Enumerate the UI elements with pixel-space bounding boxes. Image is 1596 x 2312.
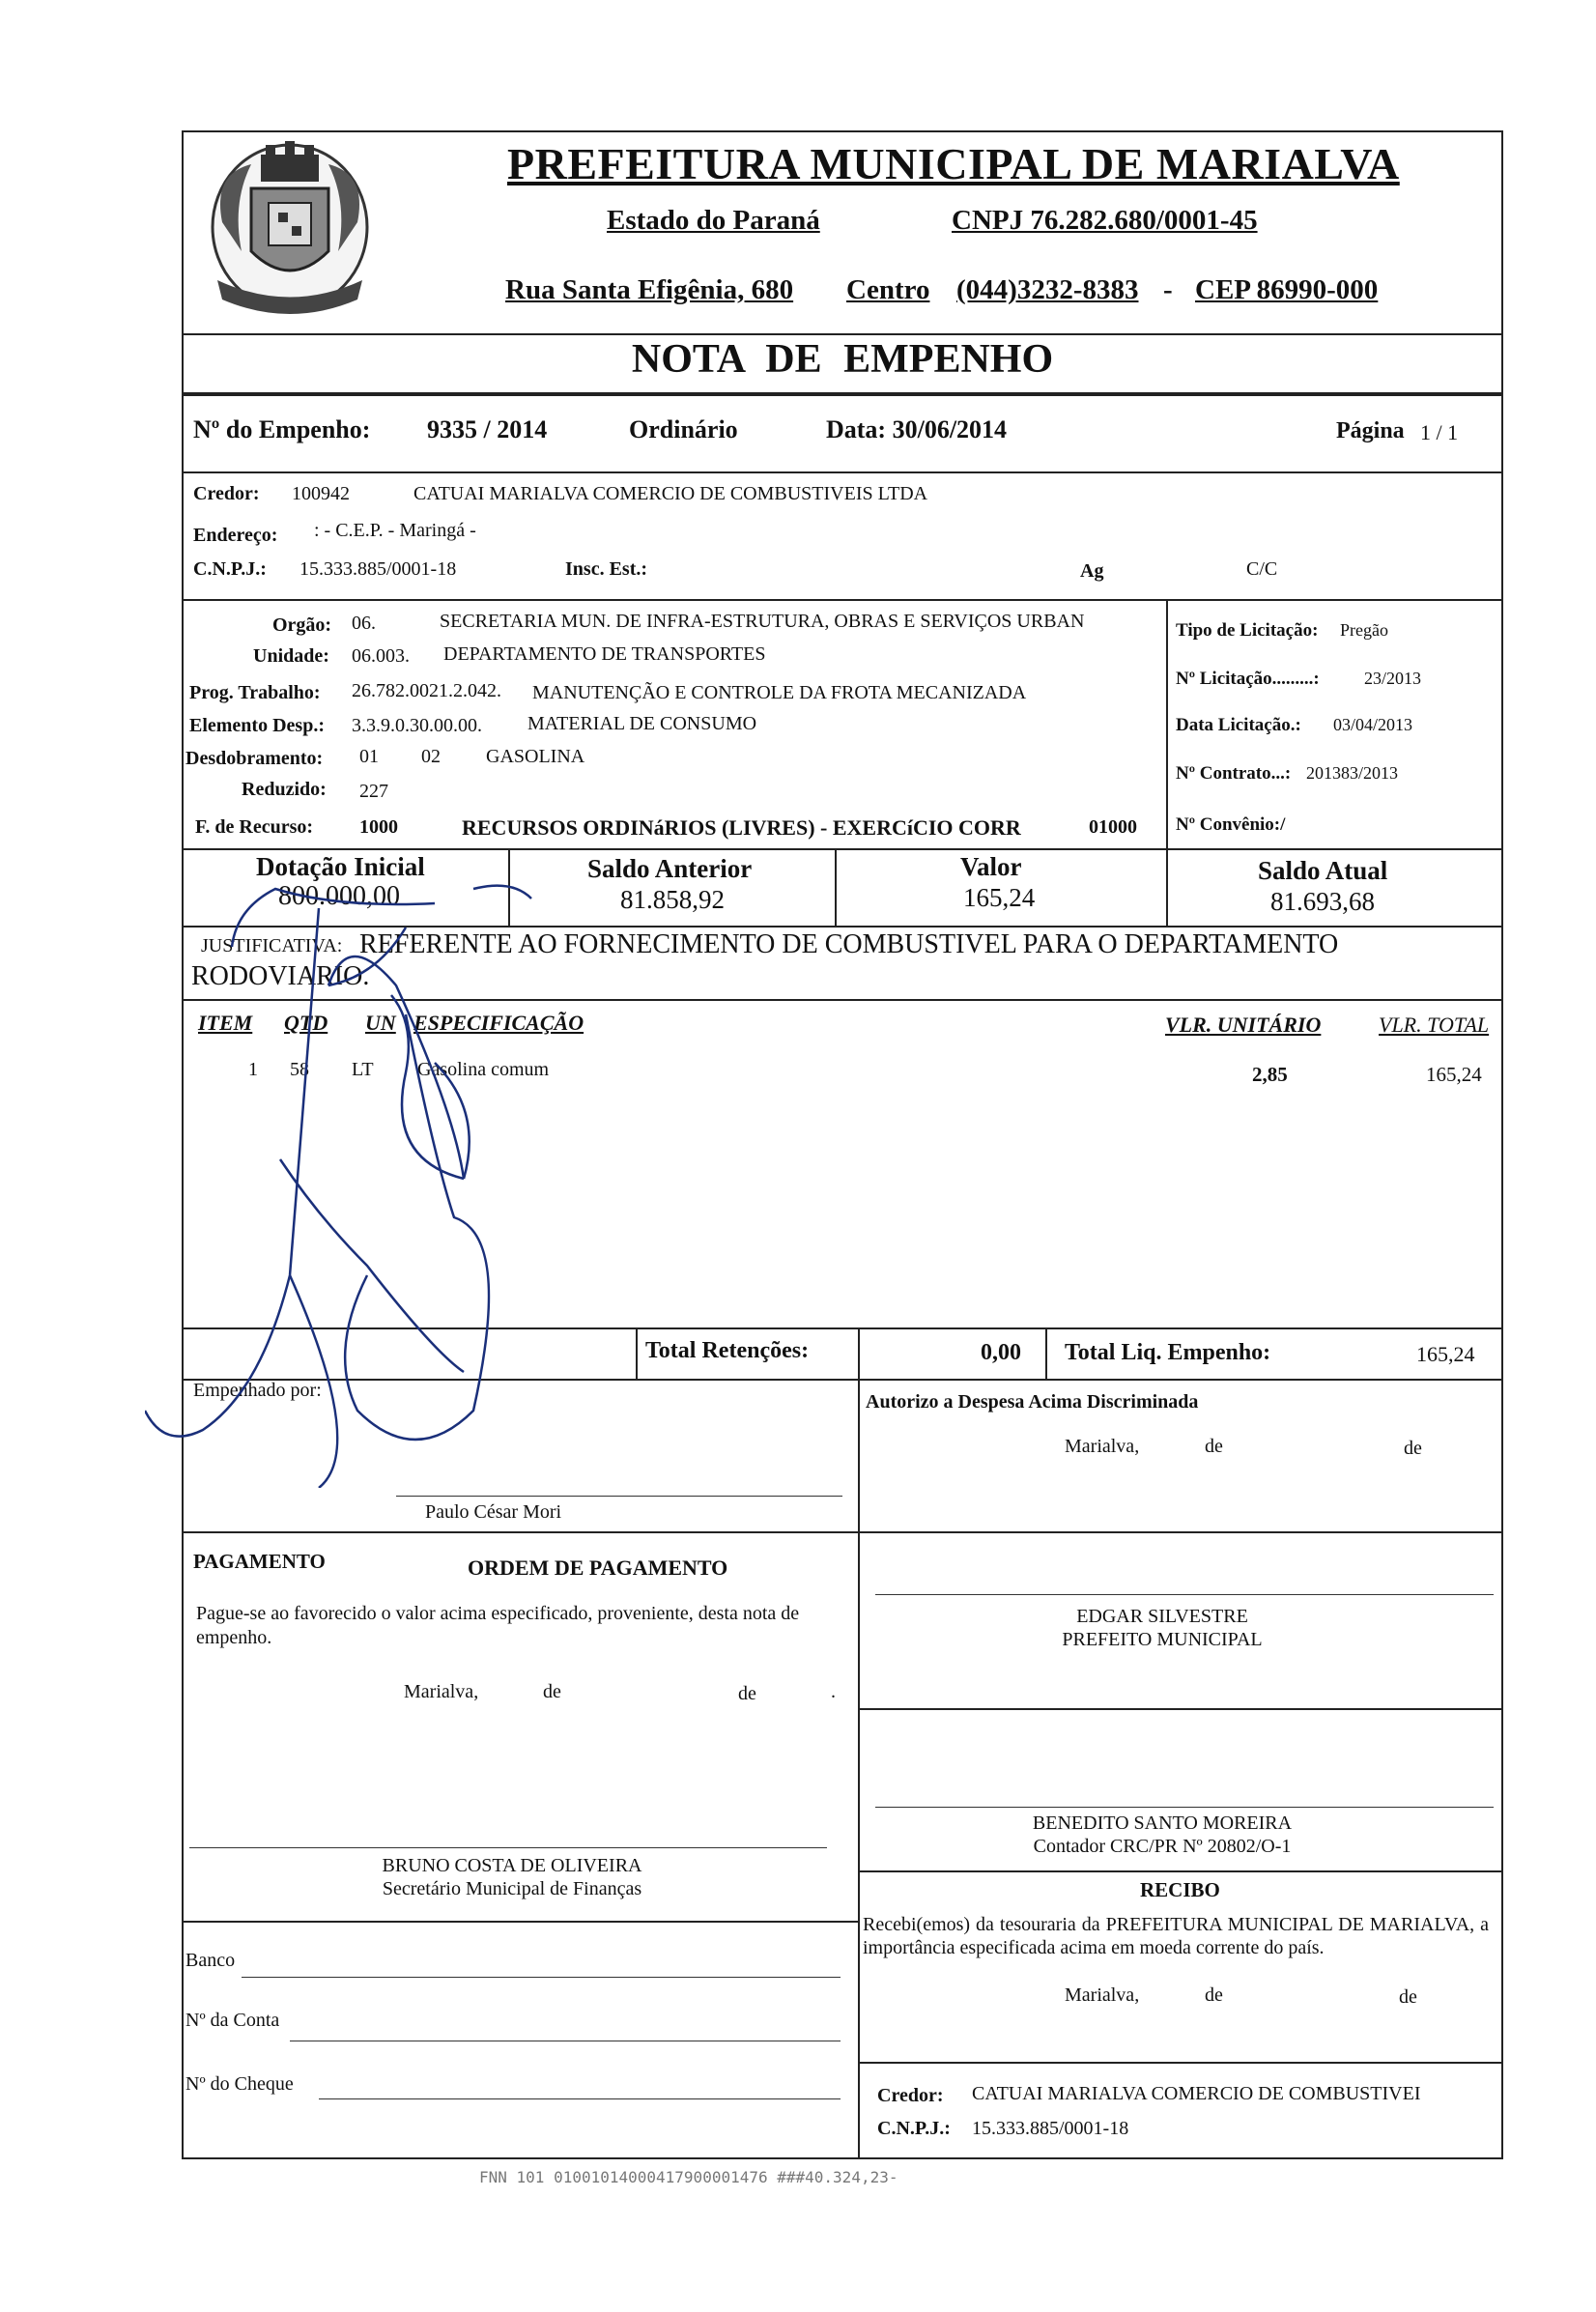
header-district: Centro — [846, 274, 930, 305]
saldo-atual-label: Saldo Atual — [1258, 856, 1388, 885]
elemento-label: Elemento Desp.: — [189, 715, 325, 736]
tipo-licitacao-value: Pregão — [1340, 620, 1388, 640]
empenhado-label: Empenhado por: — [193, 1380, 322, 1401]
pagamento-label: PAGAMENTO — [193, 1550, 326, 1573]
doc-title: NOTA DE EMPENHO — [631, 337, 1054, 382]
banco-top-line — [182, 1921, 858, 1923]
ordem-pagamento-label: ORDEM DE PAGAMENTO — [468, 1556, 728, 1580]
col-un-header: UN — [365, 1011, 396, 1035]
num-licitacao-label: Nº Licitação.........: — [1176, 669, 1320, 689]
saldo-anterior-value: 81.858,92 — [620, 885, 725, 914]
item-row-1-item: 1 — [248, 1059, 258, 1080]
dotacao-value: 800.000,00 — [278, 881, 400, 911]
autorizo-city: Marialva, — [1065, 1436, 1140, 1457]
recibo-de-2: de — [1399, 1986, 1417, 2008]
pagamento-de-2: de — [738, 1683, 756, 1704]
cheque-label: Nº do Cheque — [185, 2073, 294, 2095]
total-liq-value: 165,24 — [1416, 1342, 1475, 1366]
autorizo-de-2: de — [1404, 1438, 1422, 1459]
prefeito-title: PREFEITO MUNICIPAL — [1062, 1629, 1263, 1650]
contador-section-line — [858, 1708, 1503, 1710]
item-row-1-total: 165,24 — [1426, 1063, 1482, 1086]
pagamento-divider — [858, 1531, 860, 2159]
justificativa-line-1: REFERENTE AO FORNECIMENTO DE COMBUSTIVEL PARA O DEPARTAMENTO — [359, 929, 1339, 959]
totals-div-2 — [835, 848, 837, 928]
header-cnpj: CNPJ 76.282.680/0001-45 — [952, 205, 1258, 236]
secretario-signature-line — [189, 1847, 827, 1848]
col-spec-header: ESPECIFICAÇÃO — [413, 1011, 584, 1035]
contrato-label: Nº Contrato...: — [1176, 763, 1292, 784]
contador-title: Contador CRC/PR Nº 20802/O-1 — [1033, 1836, 1292, 1857]
col-qtd-header: QTD — [284, 1011, 328, 1035]
retencoes-value: 0,00 — [981, 1340, 1021, 1365]
page-value: 1 / 1 — [1420, 420, 1459, 444]
recurso-code: 1000 — [359, 816, 398, 838]
header-cep: CEP 86990-000 — [1195, 274, 1379, 305]
recibo-credor-line — [858, 2062, 1503, 2064]
cc-label: C/C — [1246, 558, 1278, 580]
credor-cnpj-value: 15.333.885/0001-18 — [299, 558, 457, 580]
items-right-border — [1501, 1001, 1503, 1329]
empenho-date: Data: 30/06/2014 — [826, 415, 1008, 443]
ret-div-3 — [1045, 1327, 1047, 1381]
valor-value: 165,24 — [963, 883, 1036, 912]
coat-of-arms-icon — [193, 135, 386, 328]
elemento-name: MATERIAL DE CONSUMO — [527, 713, 757, 734]
conta-label: Nº da Conta — [185, 2010, 280, 2031]
data-licitacao-value: 03/04/2013 — [1333, 715, 1413, 734]
orgao-code: 06. — [352, 613, 376, 634]
budget-divider — [1166, 599, 1168, 850]
header-phone: (044)3232-8383 — [956, 274, 1139, 305]
header-address: Rua Santa Efigênia, 680 — [505, 274, 794, 305]
autorizo-text: Autorizo a Despesa Acima Discriminada — [866, 1391, 1199, 1413]
recibo-top-line — [858, 1870, 1503, 1872]
elemento-code: 3.3.9.0.30.00.00. — [352, 715, 482, 736]
data-licitacao-label: Data Licitação.: — [1176, 715, 1301, 735]
unidade-code: 06.003. — [352, 645, 410, 667]
reduzido-label: Reduzido: — [242, 779, 327, 800]
contador-signature-line — [875, 1807, 1494, 1808]
empenhado-divider — [858, 1379, 860, 1533]
desdobramento-b: 02 — [421, 746, 441, 767]
desdobramento-label: Desdobramento: — [185, 748, 324, 769]
recibo-title: RECIBO — [1140, 1878, 1220, 1901]
recurso-label: F. de Recurso: — [195, 816, 314, 838]
prefeito-signature-line — [875, 1594, 1494, 1595]
col-item-header: ITEM — [198, 1011, 253, 1035]
empenho-label: Nº do Empenho: — [193, 415, 371, 443]
recibo-cnpj-label: C.N.P.J.: — [877, 2118, 951, 2139]
credor-code: 100942 — [292, 483, 350, 504]
header-title: PREFEITURA MUNICIPAL DE MARIALVA — [507, 139, 1400, 188]
orgao-name: SECRETARIA MUN. DE INFRA-ESTRUTURA, OBRAS E SERVIÇOS URBAN — [440, 611, 1085, 632]
empenhado-signature-line — [396, 1496, 842, 1497]
credor-cnpj-label: C.N.P.J.: — [193, 558, 267, 580]
saldo-atual-value: 81.693,68 — [1270, 887, 1375, 916]
cheque-line — [319, 2098, 841, 2099]
col-total-header: VLR. TOTAL — [1379, 1013, 1490, 1037]
justificativa-line-2: RODOVIARIO. — [191, 961, 370, 991]
convenio-label: Nº Convênio:/ — [1176, 814, 1286, 835]
secretario-name: BRUNO COSTA DE OLIVEIRA — [382, 1855, 642, 1876]
retencoes-label: Total Retenções: — [645, 1338, 810, 1363]
reduzido-value: 227 — [359, 781, 388, 802]
autorizo-de-1: de — [1205, 1436, 1223, 1457]
prog-label: Prog. Trabalho: — [189, 682, 321, 703]
contador-name: BENEDITO SANTO MOREIRA — [1032, 1812, 1293, 1834]
endereco-label: Endereço: — [193, 525, 278, 546]
justificativa-label: JUSTIFICATIVA: — [201, 935, 343, 956]
footer-code: FNN 101 01001014000417900001476 ###40.324,23- — [479, 2168, 898, 2186]
pagamento-city: Marialva, — [404, 1681, 479, 1702]
header-state: Estado do Paraná — [607, 205, 820, 236]
endereco-value: : - C.E.P. - Maringá - — [314, 520, 476, 541]
prefeito-name: EDGAR SILVESTRE — [1076, 1606, 1248, 1627]
pagamento-dot: . — [831, 1681, 836, 1702]
recibo-de-1: de — [1205, 1984, 1223, 2006]
item-row-1-spec: Gasolina comum — [417, 1059, 550, 1080]
item-row-1-unit: 2,85 — [1252, 1063, 1288, 1086]
insc-label: Insc. Est.: — [565, 558, 648, 580]
pagamento-de-1: de — [543, 1681, 561, 1702]
recibo-credor-label: Credor: — [877, 2085, 944, 2106]
prog-code: 26.782.0021.2.042. — [352, 680, 501, 701]
recurso-name: RECURSOS ORDINáRIOS (LIVRES) - EXERCíCIO CORR — [462, 815, 1021, 840]
dotacao-label: Dotação Inicial — [256, 852, 425, 881]
banco-line — [242, 1977, 841, 1978]
handwritten-signature — [145, 870, 686, 1488]
orgao-label: Orgão: — [272, 614, 332, 636]
header-separator: - — [1163, 274, 1173, 305]
item-row-1-un: LT — [352, 1059, 374, 1080]
empenho-type: Ordinário — [629, 415, 738, 443]
recibo-credor-value: CATUAI MARIALVA COMERCIO DE COMBUSTIVEI — [972, 2083, 1421, 2104]
empenho-number: 9335 / 2014 — [427, 415, 548, 443]
secretario-title: Secretário Municipal de Finanças — [382, 1878, 642, 1899]
credor-name: CATUAI MARIALVA COMERCIO DE COMBUSTIVEIS LTDA — [413, 483, 928, 504]
col-unit-header: VLR. UNITÁRIO — [1165, 1013, 1322, 1037]
banco-label: Banco — [185, 1950, 236, 1971]
empenhado-signer: Paulo César Mori — [425, 1501, 562, 1523]
contrato-value: 201383/2013 — [1306, 763, 1399, 783]
valor-label: Valor — [960, 852, 1022, 881]
unidade-name: DEPARTAMENTO DE TRANSPORTES — [443, 643, 766, 665]
recibo-text: Recebi(emos) da tesouraria da PREFEITURA MUNICIPAL DE MARIALVA, a importância especificada acima em moeda corrente do país. — [863, 1914, 1489, 1958]
recibo-city: Marialva, — [1065, 1984, 1140, 2006]
totals-div-3 — [1166, 848, 1168, 928]
tipo-licitacao-label: Tipo de Licitação: — [1176, 620, 1319, 641]
prog-name: MANUTENÇÃO E CONTROLE DA FROTA MECANIZADA — [532, 682, 1027, 703]
ret-div-2 — [858, 1327, 860, 1381]
recurso-code-2: 01000 — [1089, 816, 1137, 838]
desdobramento-a: 01 — [359, 746, 379, 767]
page-label: Página — [1336, 418, 1405, 443]
num-licitacao-value: 23/2013 — [1364, 669, 1422, 688]
recibo-cnpj-value: 15.333.885/0001-18 — [972, 2118, 1129, 2139]
ag-label: Ag — [1080, 560, 1104, 582]
item-row-1-qtd: 58 — [290, 1059, 309, 1080]
total-liq-label: Total Liq. Empenho: — [1065, 1340, 1271, 1365]
unidade-label: Unidade: — [253, 645, 329, 667]
desdobramento-name: GASOLINA — [486, 746, 585, 767]
saldo-anterior-label: Saldo Anterior — [587, 854, 753, 883]
credor-label: Credor: — [193, 483, 260, 504]
pagamento-text: Pague-se ao favorecido o valor acima especificado, proveniente, desta nota de empenho. — [196, 1603, 800, 1648]
